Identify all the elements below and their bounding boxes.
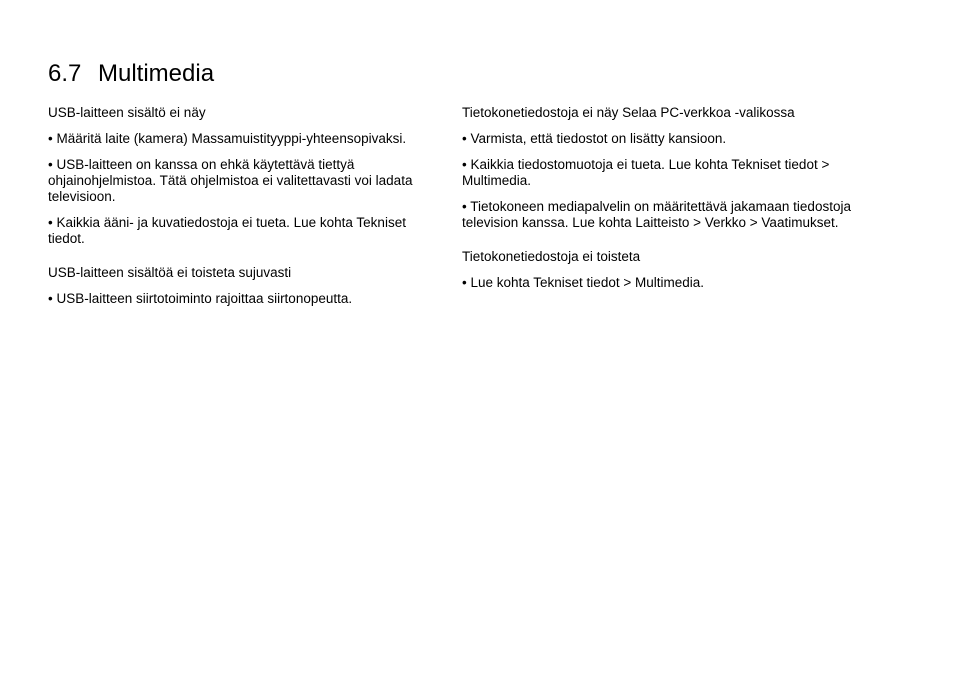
section-heading: Tietokonetiedostoja ei toisteta — [462, 249, 641, 264]
troubleshoot-section-usb-playback-not-smooth — [48, 265, 418, 307]
bullet-list — [462, 131, 852, 231]
bullet-list — [462, 275, 852, 291]
troubleshoot-section-pc-files-not-shown — [462, 105, 852, 231]
left-column — [48, 105, 418, 307]
section-title: Multimedia — [98, 60, 215, 87]
list-item: • Tietokoneen mediapalvelin on määritettävä jakamaan tiedostoja television kanssa. Lue kohta Laitteisto > Verkko > Vaatimukset. — [462, 199, 851, 230]
list-item: • Lue kohta Tekniset tiedot > Multimedia. — [462, 275, 704, 290]
list-item: • Määritä laite (kamera) Massamuistityyppi-yhteensopivaksi. — [48, 131, 407, 146]
section-heading: USB-laitteen sisältö ei näy — [48, 105, 206, 120]
section-heading: USB-laitteen sisältöä ei toisteta sujuvasti — [48, 265, 292, 280]
list-item: • USB-laitteen on kanssa on ehkä käytettävä tiettyä ohjainohjelmistoa. Tätä ohjelmistoa ei valitettavasti voi ladata televisioon. — [48, 157, 413, 204]
list-item: • Varmista, että tiedostot on lisätty kansioon. — [462, 131, 727, 146]
troubleshoot-section-usb-content-not-shown — [48, 105, 418, 247]
troubleshoot-section-pc-files-not-played — [462, 249, 852, 291]
bullet-list — [48, 131, 418, 247]
section-number: 6.7 — [48, 60, 82, 87]
list-item: • Kaikkia ääni- ja kuvatiedostoja ei tueta. Lue kohta Tekniset tiedot. — [48, 215, 406, 246]
list-item: • USB-laitteen siirtotoiminto rajoittaa siirtonopeutta. — [48, 291, 353, 306]
page-title — [48, 58, 214, 90]
section-heading: Tietokonetiedostoja ei näy Selaa PC-verkkoa -valikossa — [462, 105, 795, 120]
bullet-list — [48, 291, 418, 307]
list-item: • Kaikkia tiedostomuotoja ei tueta. Lue kohta Tekniset tiedot > Multimedia. — [462, 157, 830, 188]
right-column — [462, 105, 852, 291]
